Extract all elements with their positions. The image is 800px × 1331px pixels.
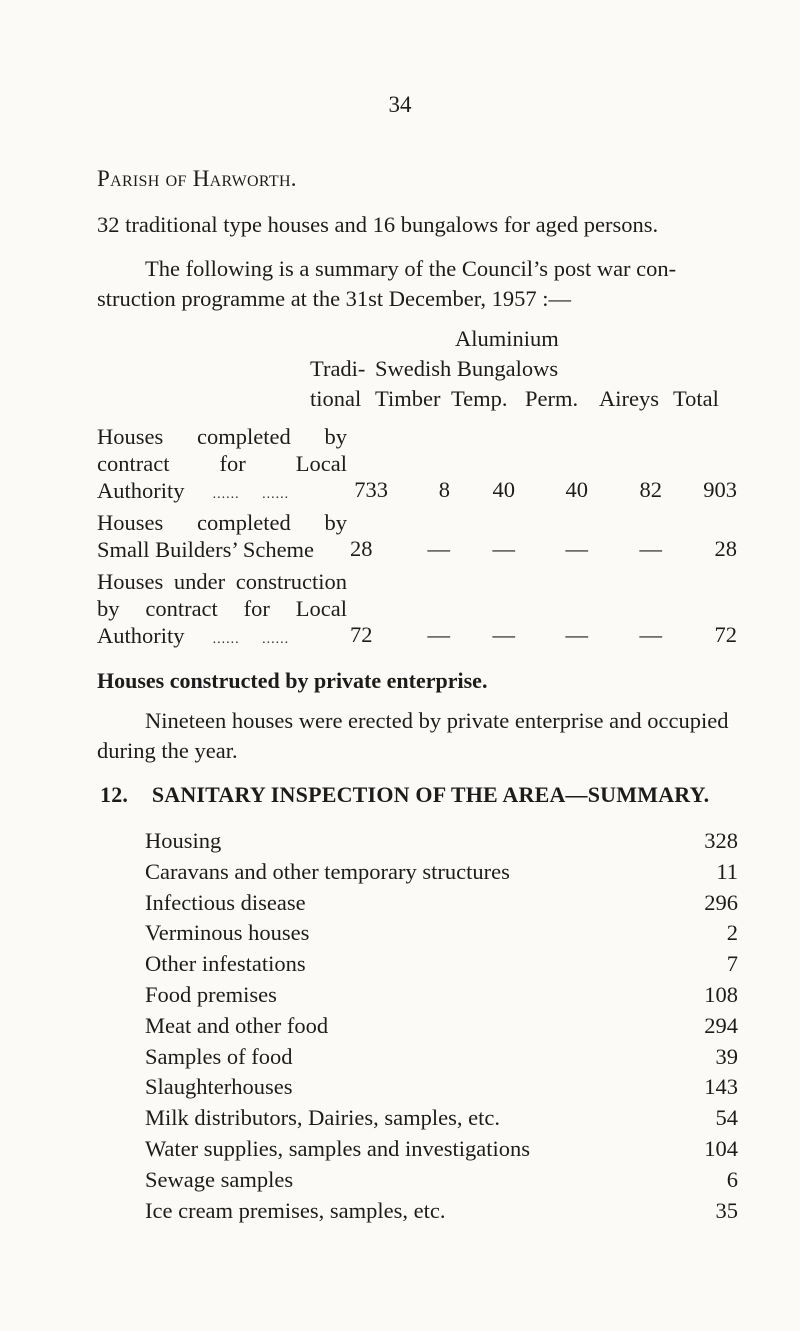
- header-swedish-bungalows: Swedish Bungalows: [375, 356, 559, 381]
- summary-item-label: Meat and other food: [145, 1013, 329, 1038]
- table-cell: —: [427, 622, 450, 647]
- section-heading: [100, 782, 709, 808]
- summary-item-label: Milk distributors, Dairies, samples, etc.: [145, 1105, 500, 1130]
- summary-item-value: 39: [715, 1044, 738, 1069]
- section-number: 12.: [100, 782, 129, 807]
- summary-item-value: 328: [704, 828, 738, 853]
- summary-item-label: Infectious disease: [145, 890, 306, 915]
- table-cell: —: [565, 622, 588, 647]
- summary-item-label: Ice cream premises, samples, etc.: [145, 1198, 446, 1223]
- summary-item-label: Water supplies, samples and investigations: [145, 1136, 530, 1161]
- table-cell: 28: [350, 536, 373, 561]
- header-aireys: Aireys: [599, 386, 659, 411]
- header-temp: Temp.: [451, 386, 508, 411]
- table-cell: 28: [714, 536, 737, 561]
- summary-item-label: Slaughterhouses: [145, 1074, 293, 1099]
- table-cell: —: [565, 536, 588, 561]
- summary-item-value: 143: [704, 1074, 738, 1099]
- parish-heading: Parish of Harworth.: [97, 166, 297, 191]
- header-total: Total: [673, 386, 719, 411]
- table-cell: —: [492, 536, 515, 561]
- summary-item-label: Caravans and other temporary structures: [145, 859, 510, 884]
- summary-item-value: 108: [704, 982, 738, 1007]
- summary-item-label: Other infestations: [145, 951, 306, 976]
- table-row-label: Houses completed by Small Builders’ Scheme: [97, 510, 347, 562]
- table-row-label: Houses completed by contract for Local Authority ...... ......: [97, 424, 347, 503]
- table-row-label: Houses under construction by contract for Local Authority ...... ......: [97, 569, 347, 648]
- summary-item-label: Housing: [145, 828, 222, 853]
- summary-item-value: 294: [704, 1013, 738, 1038]
- table-cell: 8: [438, 477, 450, 502]
- header-perm: Perm.: [525, 386, 579, 411]
- summary-item-label: Samples of food: [145, 1044, 293, 1069]
- table-cell: —: [639, 622, 662, 647]
- summary-item-label: Food premises: [145, 982, 277, 1007]
- private-text-line1: Nineteen houses were erected by private enterprise and occupied: [145, 708, 729, 733]
- table-cell: —: [492, 622, 515, 647]
- summary-item-value: 104: [704, 1136, 738, 1161]
- page-number: 34: [388, 92, 412, 117]
- private-text-line2: during the year.: [97, 738, 238, 763]
- summary-item-value: 2: [726, 920, 738, 945]
- table-cell: 40: [565, 477, 588, 502]
- summary-intro-line1: The following is a summary of the Council’s post war con-: [145, 256, 677, 281]
- header-tradi: Tradi-: [310, 356, 366, 381]
- header-aluminium: Aluminium: [455, 326, 559, 351]
- table-cell: 903: [703, 477, 737, 502]
- private-enterprise-heading: Houses constructed by private enterprise.: [97, 668, 488, 693]
- table-cell: —: [639, 536, 662, 561]
- header-tional: tional: [310, 386, 362, 411]
- parish-text: 32 traditional type houses and 16 bungalows for aged persons.: [97, 212, 659, 237]
- table-cell: 72: [350, 622, 373, 647]
- summary-item-value: 35: [715, 1198, 738, 1223]
- summary-item-value: 7: [726, 951, 738, 976]
- summary-item-value: 6: [726, 1167, 738, 1192]
- summary-item-label: Verminous houses: [145, 920, 310, 945]
- table-cell: 733: [354, 477, 388, 502]
- table-cell: —: [427, 536, 450, 561]
- header-timber: Timber: [375, 386, 441, 411]
- summary-intro-line2: struction programme at the 31st December, 1957 :—: [97, 286, 571, 311]
- summary-item-value: 296: [704, 890, 738, 915]
- section-title: SANITARY INSPECTION OF THE AREA—SUMMARY.: [151, 782, 710, 807]
- summary-item-label: Sewage samples: [145, 1167, 294, 1192]
- table-cell: 72: [714, 622, 737, 647]
- summary-item-value: 11: [716, 859, 738, 884]
- summary-item-value: 54: [715, 1105, 738, 1130]
- table-cell: 82: [639, 477, 662, 502]
- table-cell: 40: [492, 477, 515, 502]
